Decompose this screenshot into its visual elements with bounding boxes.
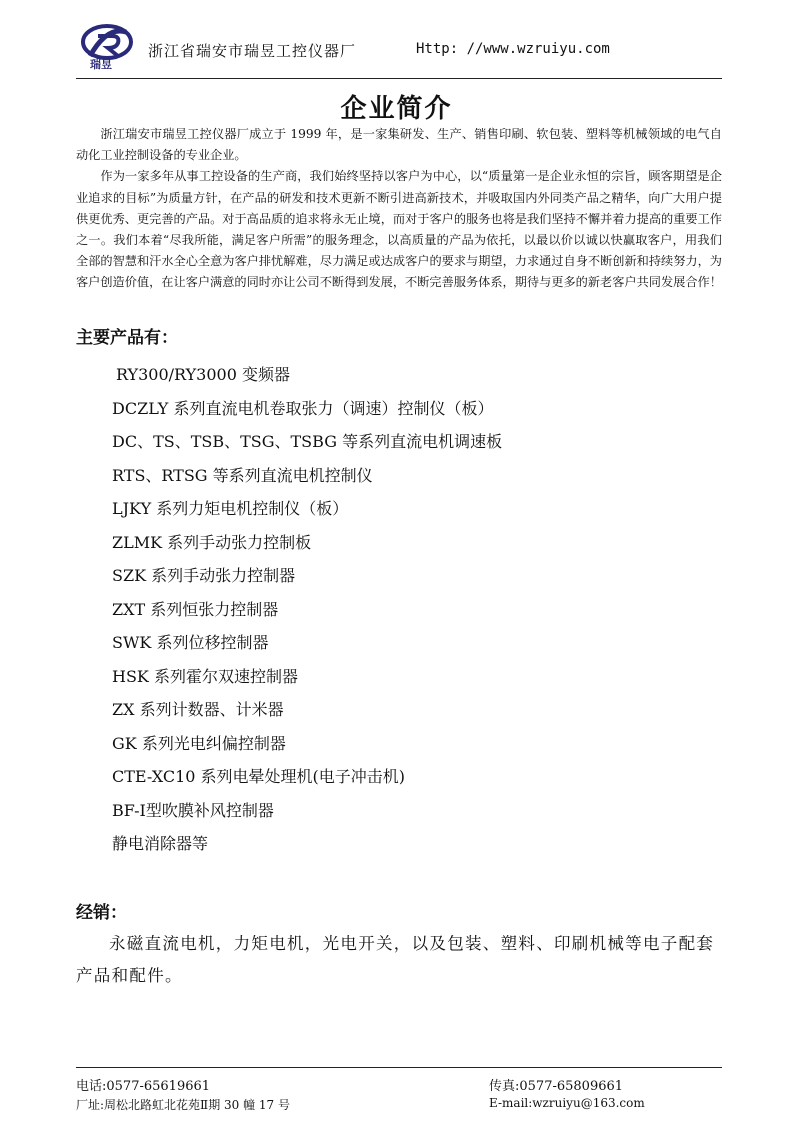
product-item: CTE-XC10 系列电晕处理机(电子冲击机) [112, 767, 406, 786]
product-item: BF-Ⅰ型吹膜补风控制器 [112, 800, 274, 820]
company-intro [76, 124, 722, 294]
page-title: 企业简介 [340, 94, 453, 124]
sales-description: 永磁直流电机，力矩电机，光电开关，以及包装、塑料、印刷机械等电子配套产品和配件。 [76, 934, 715, 985]
products-heading: 主要产品有： [76, 328, 178, 348]
product-item: 静电消除器等 [112, 834, 209, 853]
intro-paragraph-2: 作为一家多年从事工控设备的生产商，我们始终坚持以客户为中心，以“质量第一是企业永恒的宗旨，顾客期望是企业追求的目标”为质量方针，在产品的研发和技术更新不断引进高新技术，并吸取国内外同类产品之精华，向广大用户提供更优秀、更完善的产品。对于高品质的追求将永无止境，而对于客户的服务也将是我们坚持不懈并着力提高的重要工作之一。我们本着“尽我所能，满足客户所需”的服务理念，以高质量的产品为依托，以最以价以诚以快赢取客户，用我们全部的智慧和汗水全心全意为客户排忧解难，尽力满足或达成客户的要求与期望，力求通过自身不断创新和持续努力，为客户创造价值，在让客户满意的同时亦让公司不断得到发展，不断完善服务体系，期待与更多的新老客户共同发展合作！ [76, 169, 722, 290]
product-item: ZXT 系列恒张力控制器 [112, 599, 279, 619]
footer-fax: 传真:0577-65809661 [489, 1079, 624, 1094]
website-link[interactable]: Http: //www.wzruiyu.com [416, 41, 610, 57]
product-item: DCZLY 系列直流电机卷取张力（调速）控制仪（板） [112, 398, 494, 418]
product-item: SZK 系列手动张力控制器 [112, 566, 296, 585]
page-header [76, 18, 722, 79]
product-item: ZX 系列计数器、计米器 [112, 700, 284, 719]
product-list [112, 363, 502, 866]
intro-paragraph-1: 浙江瑞安市瑞昱工控仪器厂成立于 1999 年，是一家集研发、生产、销售印刷、软包装、塑料等机械领域的电气自动化工业控制设备的专业企业。 [76, 127, 722, 163]
product-item: HSK 系列霍尔双速控制器 [112, 666, 298, 686]
footer-address: 厂址:周松北路虹北花苑Ⅱ期 30 幢 17 号 [76, 1098, 290, 1112]
logo-text: 瑞昱 [90, 58, 112, 71]
company-name: 浙江省瑞安市瑞昱工控仪器厂 [148, 42, 357, 60]
product-item: DC、TS、TSB、TSG、TSBG 等系列直流电机调速板 [112, 432, 503, 451]
product-item: GK 系列光电纠偏控制器 [112, 733, 286, 753]
product-item: RTS、RTSG 等系列直流电机控制仪 [112, 465, 373, 485]
product-item: LJKY 系列力矩电机控制仪（板） [112, 499, 349, 518]
footer-divider [76, 1067, 722, 1068]
footer-email[interactable]: E-mail:wzruiyu@163.com [489, 1096, 645, 1110]
product-item: ZLMK 系列手动张力控制板 [112, 532, 312, 552]
product-item: RY300/RY3000 变频器 [116, 365, 290, 384]
sales-heading: 经销： [76, 903, 127, 923]
product-item: SWK 系列位移控制器 [112, 633, 269, 652]
footer-phone: 电话:0577-65619661 [76, 1079, 211, 1094]
